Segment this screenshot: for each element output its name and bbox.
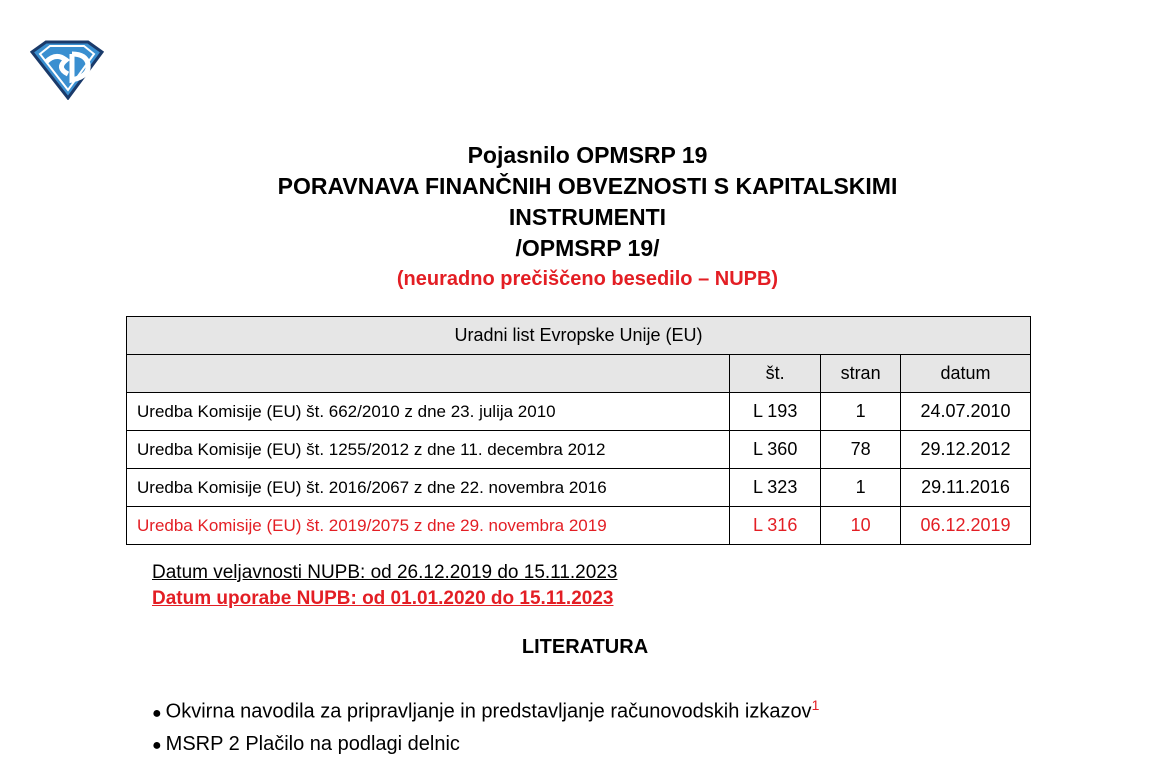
document-title [0, 140, 1157, 294]
title-line-2: PORAVNAVA FINANČNIH OBVEZNOSTI S KAPITALSKIMI [277, 173, 898, 199]
regulation-table [126, 316, 1031, 545]
regulation-page: 1 [821, 469, 901, 507]
column-header-datum: datum [901, 355, 1031, 393]
list-item-text: Okvirna navodila za pripravljanje in predstavljanje računovodskih izkazov [165, 700, 812, 723]
literature-list [152, 690, 819, 761]
regulation-page: 78 [821, 431, 901, 469]
regulation-date: 06.12.2019 [901, 507, 1031, 545]
list-item [152, 729, 819, 761]
list-item-text: MSRP 2 Plačilo na podlagi delnic [165, 732, 460, 755]
regulation-number: L 316 [730, 507, 821, 545]
title-line-4: /OPMSRP 19/ [515, 235, 660, 261]
header-empty-cell [127, 355, 730, 393]
title-line-3: INSTRUMENTI [508, 204, 667, 230]
table-row [127, 393, 1031, 431]
table-header-row [127, 355, 1031, 393]
diamond-logo-icon [30, 40, 104, 100]
regulation-name: Uredba Komisije (EU) št. 2019/2075 z dne 29. novembra 2019 [127, 507, 730, 545]
regulation-name: Uredba Komisije (EU) št. 1255/2012 z dne 11. decembra 2012 [127, 431, 730, 469]
column-header-st: št. [730, 355, 821, 393]
regulation-number: L 323 [730, 469, 821, 507]
bullet-icon: ● [152, 736, 162, 754]
regulation-name: Uredba Komisije (EU) št. 662/2010 z dne 23. julija 2010 [127, 393, 730, 431]
regulation-date: 24.07.2010 [901, 393, 1031, 431]
regulation-number: L 193 [730, 393, 821, 431]
table-row [127, 507, 1031, 545]
document-subtitle: (neuradno prečiščeno besedilo – NUPB) [396, 268, 779, 290]
footnote-marker[interactable]: 1 [811, 697, 820, 713]
column-header-stran: stran [821, 355, 901, 393]
list-item [152, 690, 819, 729]
bullet-icon: ● [152, 704, 162, 722]
regulation-page: 10 [821, 507, 901, 545]
usage-date: Datum uporabe NUPB: od 01.01.2020 do 15.11.2023 [152, 588, 614, 609]
table-title: Uradni list Evropske Unije (EU) [127, 317, 1031, 355]
regulation-number: L 360 [730, 431, 821, 469]
regulation-page: 1 [821, 393, 901, 431]
table-row [127, 431, 1031, 469]
literature-heading: LITERATURA [521, 636, 649, 658]
regulation-name: Uredba Komisije (EU) št. 2016/2067 z dne 22. novembra 2016 [127, 469, 730, 507]
table-row [127, 469, 1031, 507]
validity-date: Datum veljavnosti NUPB: od 26.12.2019 do 15.11.2023 [152, 562, 618, 583]
regulation-date: 29.11.2016 [901, 469, 1031, 507]
title-line-1: Pojasnilo OPMSRP 19 [467, 142, 708, 168]
table-title-row [127, 317, 1031, 355]
regulation-date: 29.12.2012 [901, 431, 1031, 469]
